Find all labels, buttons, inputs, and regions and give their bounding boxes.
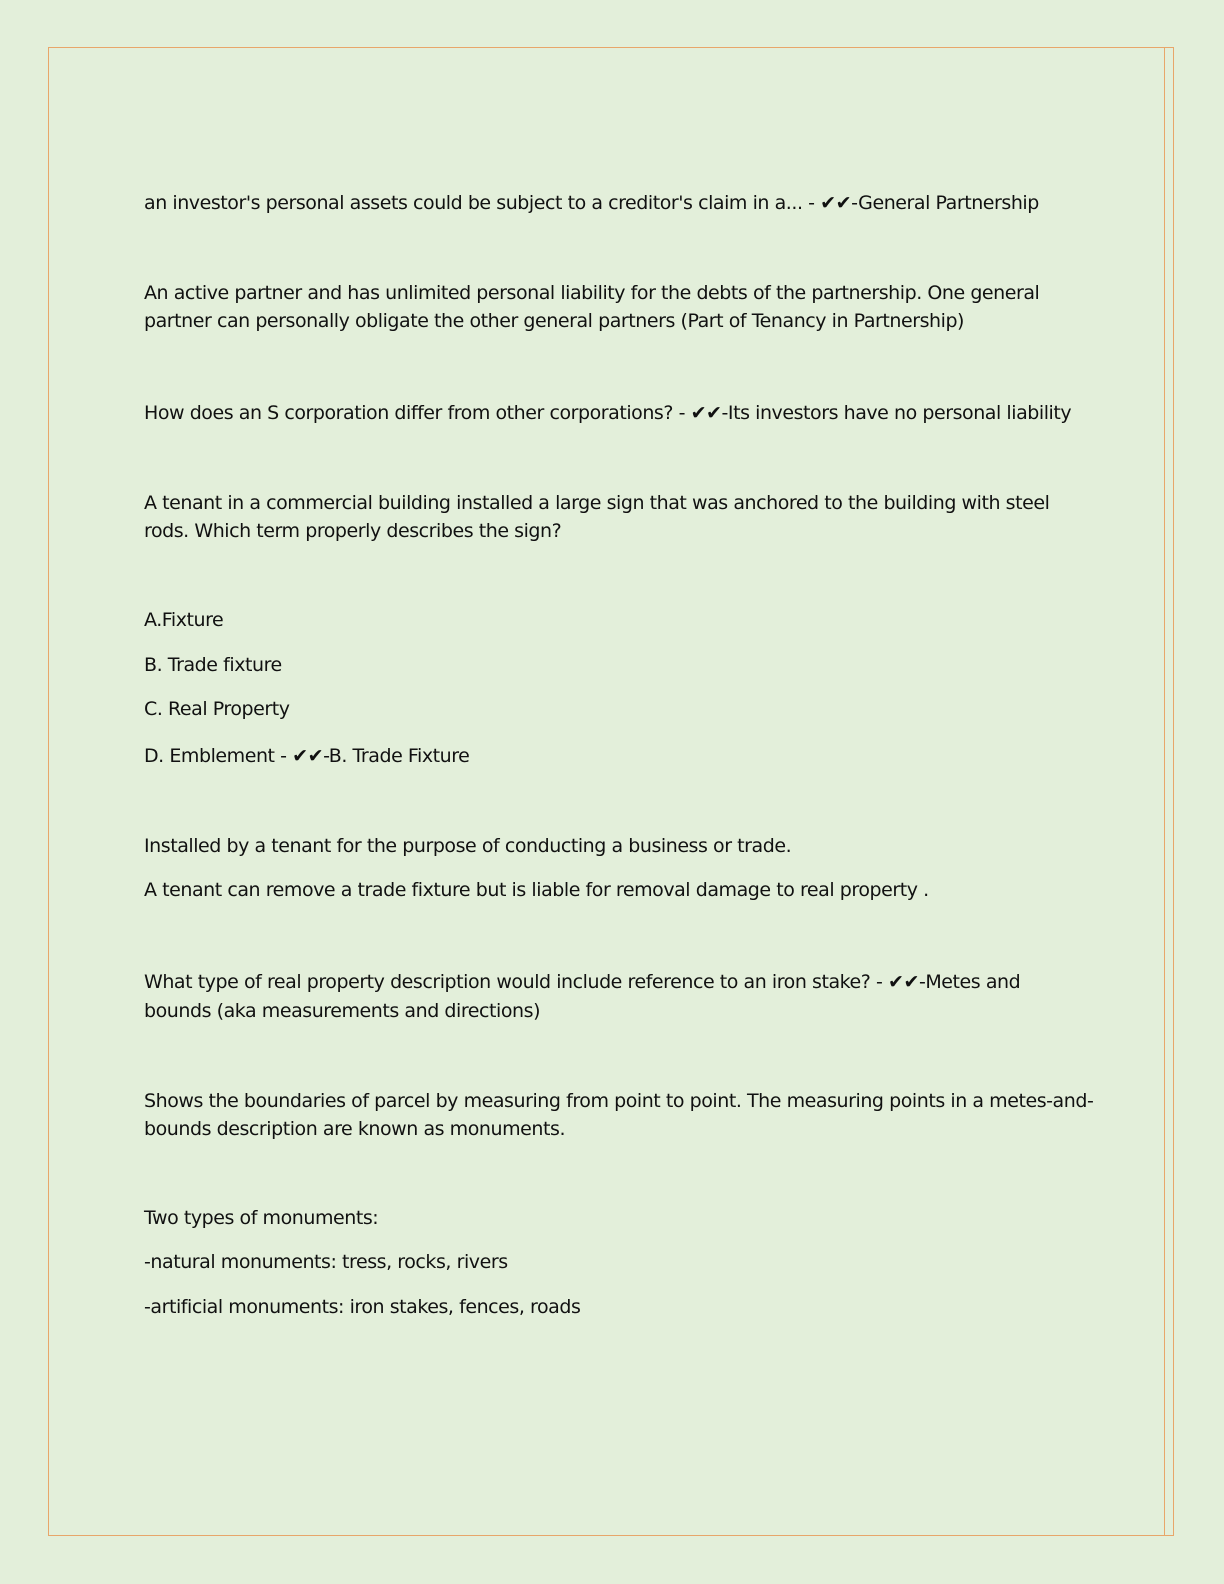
paragraph-line: Shows the boundaries of parcel by measuring from point to point. The measuring points in a metes-and- bbox=[144, 1090, 1094, 1112]
qa-line: What type of real property description would include reference to an iron stake? - ✔✔-Metes and bbox=[144, 971, 1021, 993]
paragraph-line: An active partner and has unlimited personal liability for the debts of the partnership. One general bbox=[144, 282, 1040, 304]
list-heading: Two types of monuments: bbox=[144, 1207, 379, 1229]
answer-option: C. Real Property bbox=[144, 698, 290, 720]
paragraph-line: bounds description are known as monuments. bbox=[144, 1118, 566, 1140]
qa-line: How does an S corporation differ from other corporations? - ✔✔-Its investors have no personal liability bbox=[144, 402, 1072, 424]
answer-option: A.Fixture bbox=[144, 609, 224, 631]
list-item: -natural monuments: tress, rocks, rivers bbox=[144, 1251, 508, 1273]
paragraph-line: partner can personally obligate the other general partners (Part of Tenancy in Partnership) bbox=[144, 310, 965, 332]
qa-line: an investor's personal assets could be subject to a creditor's claim in a... - ✔✔-General Partnership bbox=[144, 192, 1039, 214]
qa-line: bounds (aka measurements and directions) bbox=[144, 1000, 541, 1022]
answer-option: D. Emblement - ✔✔-B. Trade Fixture bbox=[144, 745, 470, 767]
question-line: rods. Which term properly describes the sign? bbox=[144, 520, 562, 542]
answer-option: B. Trade fixture bbox=[144, 654, 282, 676]
paragraph-line: A tenant can remove a trade fixture but is liable for removal damage to real property . bbox=[144, 879, 929, 901]
list-item: -artificial monuments: iron stakes, fences, roads bbox=[144, 1296, 581, 1318]
question-line: A tenant in a commercial building installed a large sign that was anchored to the building with steel bbox=[144, 492, 1050, 514]
paragraph-line: Installed by a tenant for the purpose of conducting a business or trade. bbox=[144, 835, 792, 857]
